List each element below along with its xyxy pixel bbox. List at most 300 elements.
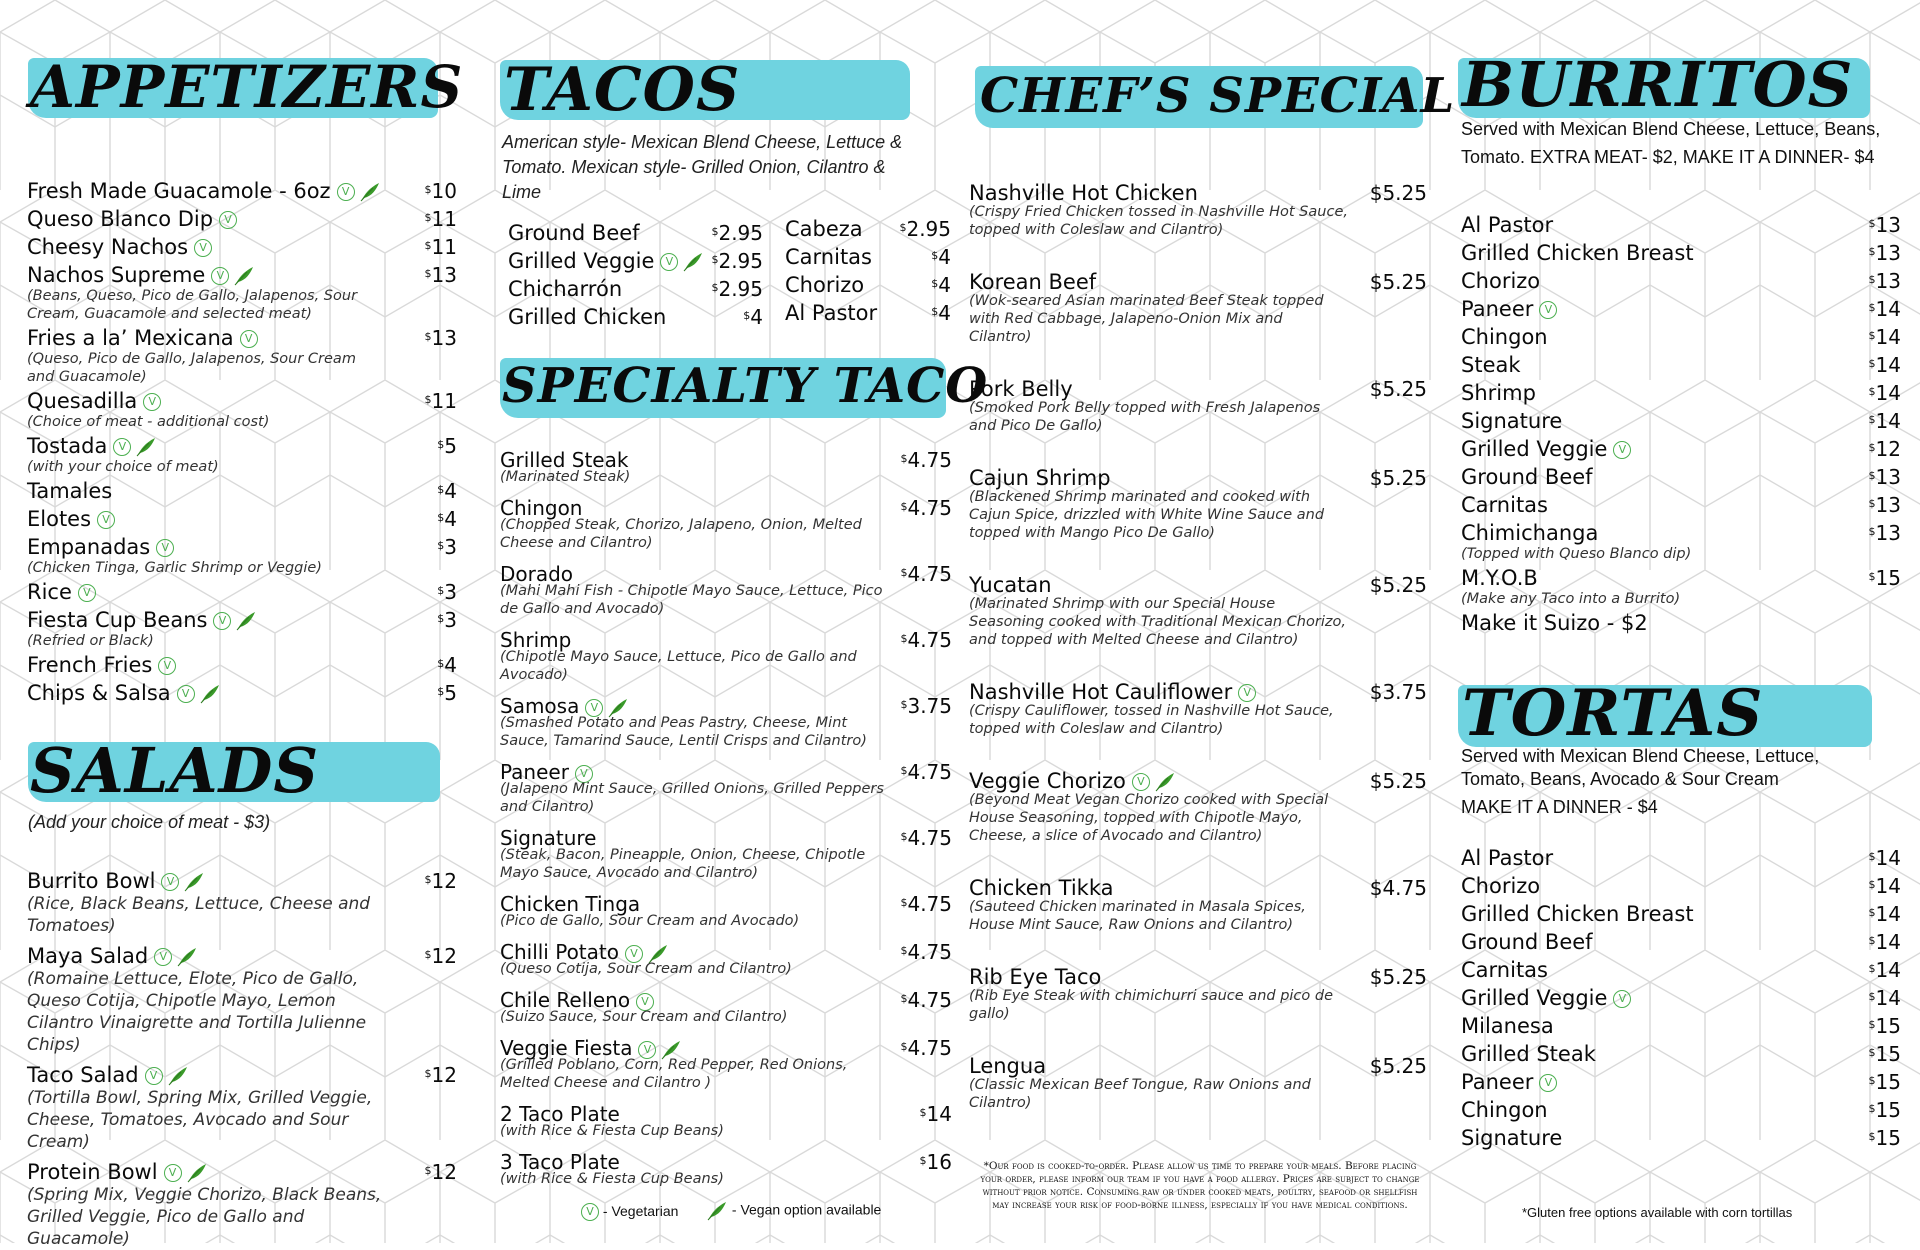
menu-item-name (27, 680, 221, 706)
menu-item-price (1869, 408, 1901, 434)
dollar-sign: $ (437, 483, 445, 496)
vegetarian-icon: V (154, 948, 172, 966)
menu-item-price-value: 13 (1875, 493, 1901, 517)
menu-item-price-value: 11 (431, 389, 457, 413)
dollar-sign: $ (1868, 357, 1876, 370)
menu-item-price (900, 1035, 952, 1061)
vegetarian-icon: V (1238, 684, 1256, 702)
menu-item-description: (Pico de Gallo, Sour Cream and Avocado) (500, 913, 800, 929)
menu-item-name (27, 178, 381, 204)
menu-item-price-value: 10 (431, 179, 457, 203)
menu-item-price-value: 14 (1875, 874, 1901, 898)
menu-item-price-value: 15 (1875, 1014, 1901, 1038)
menu-item-price (1869, 1097, 1901, 1123)
menu-item-name-text: Steak (1461, 353, 1521, 377)
menu-item-name-text: 3 Taco Plate (500, 1150, 620, 1174)
dollar-sign: $ (900, 944, 908, 957)
menu-item-name-text: Ground Beef (508, 221, 640, 245)
menu-item-name (27, 1062, 189, 1088)
menu-item-name-text: M.Y.O.B (1461, 566, 1538, 590)
menu-item-name-text: Taco Salad (27, 1063, 139, 1087)
menu-item-name (1461, 352, 1521, 378)
menu-item-price (1869, 436, 1901, 462)
menu-item-price (1869, 1041, 1901, 1067)
menu-item-name-text: Carnitas (785, 245, 872, 269)
menu-item-price (1869, 352, 1901, 378)
menu-item-price-value: 14 (1875, 297, 1901, 321)
menu-item-price (1869, 957, 1901, 983)
menu-item-price (711, 248, 763, 274)
menu-item-price-value: 12 (431, 1063, 457, 1087)
menu-item-price (1869, 929, 1901, 955)
disclaimer: *Our food is cooked-to-order. Please allow us time to prepare your meals. Before placing your order, please inform our team if you have a food allergy. Prices are subject to change without prior notice. Consuming raw or under cooked meats, poultry, seafood or shellfish may increase your risk of food-borne illness, especially if you have medical conditions. (980, 1160, 1420, 1211)
dollar-sign: $ (743, 309, 751, 322)
vegetarian-icon: V (1613, 441, 1631, 459)
menu-item-price-value: 3 (444, 580, 457, 604)
menu-item-name (27, 506, 115, 532)
menu-item-name (1461, 520, 1598, 546)
menu-item-price-value: 14 (1875, 846, 1901, 870)
menu-item-price-value: 4.75 (907, 562, 952, 586)
vegetarian-icon: V (78, 584, 96, 602)
vegetarian-icon: V (161, 873, 179, 891)
dollar-sign: $ (1868, 301, 1876, 314)
dollar-sign: $ (1868, 217, 1876, 230)
menu-item-name-text: Elotes (27, 507, 92, 531)
menu-item-price (931, 244, 951, 270)
vegetarian-icon: V (638, 1041, 656, 1059)
menu-item-price (899, 216, 951, 242)
menu-item-name (1461, 492, 1548, 518)
menu-item-price (900, 693, 952, 719)
dollar-sign: $ (900, 566, 908, 579)
legend-vegetarian-label: - Vegetarian (602, 1203, 679, 1219)
menu-item-name-text: Signature (500, 826, 597, 850)
dollar-sign: $ (437, 584, 445, 597)
vegetarian-icon: V (177, 685, 195, 703)
menu-item-name (1461, 985, 1631, 1011)
menu-item-price-value: 5 (444, 681, 457, 705)
dollar-sign: $ (1868, 441, 1876, 454)
menu-item-description: (Suizo Sauce, Sour Cream and Cilantro) (500, 1009, 788, 1025)
menu-item-price-value: 4.75 (907, 1036, 952, 1060)
menu-item-name-text: Fiesta Cup Beans (27, 608, 208, 632)
menu-item-price (1869, 492, 1901, 518)
menu-item-name-text: Korean Beef (969, 270, 1097, 294)
menu-item-price-value: $5.25 (1369, 181, 1427, 205)
dollar-sign: $ (919, 1154, 927, 1167)
menu-item-price (920, 1149, 952, 1175)
menu-item-price-value: 15 (1875, 1042, 1901, 1066)
menu-item-price (900, 561, 952, 587)
menu-item-name-text: Cajun Shrimp (969, 466, 1111, 490)
menu-item-name (508, 276, 622, 302)
menu-item-name (785, 272, 864, 298)
vegetarian-icon: V (97, 511, 115, 529)
menu-item-name-text: Rib Eye Taco (969, 965, 1102, 989)
menu-item-price-value: 14 (1875, 930, 1901, 954)
menu-item-price (1869, 268, 1901, 294)
menu-item-price (1869, 873, 1901, 899)
menu-item-description: (Smashed Potato and Peas Pastry, Cheese, Mint Sauce, Tamarind Sauce, Lentil Crisps and Cilantro) (500, 715, 867, 749)
menu-item-price (425, 262, 457, 288)
vegan-leaf-icon (235, 611, 257, 631)
vegan-leaf-icon (176, 947, 198, 967)
menu-item-price-value: 2.95 (718, 249, 763, 273)
dollar-sign: $ (424, 393, 432, 406)
chefs-title: CHEF’S SPECIAL (980, 68, 1456, 124)
menu-item-description: (with your choice of meat) (27, 459, 219, 475)
dollar-sign: $ (1868, 329, 1876, 342)
menu-item-name (27, 579, 96, 605)
menu-item-name-text: Signature (1461, 1126, 1563, 1150)
menu-item-price (425, 1159, 457, 1185)
menu-item-price (1869, 240, 1901, 266)
menu-item-name-text: Samosa (500, 694, 580, 718)
menu-item-name-text: Al Pastor (785, 301, 878, 325)
menu-item-price-value: 13 (1875, 241, 1901, 265)
menu-item-description: (Tortilla Bowl, Spring Mix, Grilled Veggie, Cheese, Tomatoes, Avocado and Sour Cream) (27, 1088, 373, 1152)
legend-vegan (702, 1201, 881, 1221)
dollar-sign: $ (424, 211, 432, 224)
menu-item-price-value: 15 (1875, 1098, 1901, 1122)
menu-item-name (785, 300, 877, 326)
vegetarian-icon: V (581, 1203, 599, 1221)
menu-item-price (900, 987, 952, 1013)
menu-item-name (1461, 1069, 1557, 1095)
menu-item-name (27, 534, 174, 560)
menu-item-price (1869, 296, 1901, 322)
dollar-sign: $ (711, 225, 719, 238)
menu-item-price-value: 3 (444, 608, 457, 632)
menu-item-price-value: 13 (1875, 521, 1901, 545)
menu-item-price-value: 3.75 (907, 694, 952, 718)
menu-item-price-value: $5.25 (1369, 1054, 1427, 1078)
menu-item-price-value: 5 (444, 434, 457, 458)
menu-item-price-value: $5.25 (1369, 466, 1427, 490)
dollar-sign: $ (1868, 906, 1876, 919)
menu-item-price (1869, 845, 1901, 871)
menu-item-price (437, 607, 457, 633)
menu-item-description: (Chicken Tinga, Garlic Shrimp or Veggie) (27, 560, 322, 576)
dollar-sign: $ (424, 1164, 432, 1177)
menu-item-name-text: Nashville Hot Cauliflower (969, 680, 1233, 704)
dollar-sign: $ (711, 253, 719, 266)
menu-item-description: (Queso, Pico de Gallo, Jalapenos, Sour Cream and Guacamole) (27, 351, 356, 385)
menu-item-name-text: Grilled Chicken Breast (1461, 902, 1694, 926)
menu-item-price (1869, 520, 1901, 546)
dollar-sign: $ (1868, 850, 1876, 863)
dollar-sign: $ (1868, 1018, 1876, 1031)
menu-item-price-value: 14 (1875, 902, 1901, 926)
menu-item-name (1461, 240, 1694, 266)
menu-item-name-text: Chicken Tikka (969, 876, 1114, 900)
menu-item-price-value: $3.75 (1369, 680, 1427, 704)
menu-item-name-text: 2 Taco Plate (500, 1102, 620, 1126)
menu-item-price (1370, 964, 1427, 990)
menu-item-description: (Beyond Meat Vegan Chorizo cooked with Special House Seasoning, topped with Chipotle Mayo, Cheese, a slice of Avocado and Cilantro) (969, 792, 1329, 844)
menu-item-name (27, 325, 258, 351)
vegan-leaf-icon (167, 1066, 189, 1086)
legend-vegan-label: - Vegan option available (731, 1201, 882, 1218)
menu-item-name (27, 478, 112, 504)
menu-item-name (27, 868, 205, 894)
dollar-sign: $ (931, 277, 939, 290)
menu-item-name-text: Milanesa (1461, 1014, 1554, 1038)
dollar-sign: $ (1868, 570, 1876, 583)
menu-item-price (1370, 875, 1427, 901)
menu-item-price (1370, 768, 1427, 794)
menu-item-name-text: Make it Suizo - $2 (1461, 611, 1648, 635)
menu-item-description: (Make any Taco into a Burrito) (1461, 591, 1681, 607)
menu-item-price (1370, 376, 1427, 402)
menu-item-name-text: Chingon (1461, 1098, 1548, 1122)
dollar-sign: $ (1868, 413, 1876, 426)
menu-item-price (1869, 380, 1901, 406)
vegetarian-icon: V (585, 699, 603, 717)
menu-item-price (425, 388, 457, 414)
menu-item-price (425, 206, 457, 232)
vegetarian-icon: V (158, 657, 176, 675)
dollar-sign: $ (1868, 497, 1876, 510)
menu-item-price-value: 4.75 (907, 628, 952, 652)
menu-item-name (27, 234, 212, 260)
menu-item-name-text: Veggie Chorizo (969, 769, 1126, 793)
vegetarian-icon: V (1539, 1074, 1557, 1092)
menu-item-description: (Crispy Fried Chicken tossed in Nashville Hot Sauce, topped with Coleslaw and Cilantro) (969, 204, 1348, 238)
menu-item-name-text: Paneer (1461, 297, 1534, 321)
vegetarian-icon: V (1539, 301, 1557, 319)
menu-item-description: (Refried or Black) (27, 633, 154, 649)
menu-item-description: (Steak, Bacon, Pineapple, Onion, Cheese, Chipotle Mayo Sauce, Avocado and Cilantro) (500, 847, 866, 881)
vegetarian-icon: V (113, 438, 131, 456)
menu-item-price (1370, 572, 1427, 598)
menu-item-description: (Beans, Queso, Pico de Gallo, Jalapenos, Sour Cream, Guacamole and selected meat) (27, 288, 358, 322)
menu-item-price-value: $5.25 (1369, 769, 1427, 793)
menu-item-name (508, 220, 640, 246)
menu-item-price-value: 15 (1875, 1070, 1901, 1094)
tortas-description-3: MAKE IT A DINNER - $4 (1461, 797, 1658, 817)
dollar-sign: $ (900, 632, 908, 645)
menu-item-name-text: Cheesy Nachos (27, 235, 189, 259)
menu-item-price-value: 4.75 (907, 496, 952, 520)
menu-item-price-value: 13 (1875, 465, 1901, 489)
menu-item-name-text: Fries a la’ Mexicana (27, 326, 234, 350)
menu-item-name (1461, 845, 1553, 871)
menu-item-name-text: Tamales (27, 479, 113, 503)
menu-item-name-text: Nashville Hot Chicken (969, 181, 1198, 205)
dollar-sign: $ (931, 249, 939, 262)
menu-item-price-value: 12 (431, 1160, 457, 1184)
dollar-sign: $ (1868, 385, 1876, 398)
menu-item-description: (Smoked Pork Belly topped with Fresh Jalapenos and Pico De Gallo) (969, 400, 1321, 434)
menu-item-price-value: 4.75 (907, 826, 952, 850)
menu-item-name-text: Paneer (1461, 1070, 1534, 1094)
menu-item-name-text: Grilled Veggie (1461, 437, 1608, 461)
menu-item-name (27, 652, 176, 678)
dollar-sign: $ (437, 511, 445, 524)
menu-item-name-text: Al Pastor (1461, 213, 1554, 237)
dollar-sign: $ (900, 992, 908, 1005)
menu-item-name (27, 607, 257, 633)
menu-item-price-value: 14 (1875, 381, 1901, 405)
menu-item-price-value: 4 (750, 305, 763, 329)
menu-item-name (27, 943, 198, 969)
menu-item-price (437, 652, 457, 678)
menu-item-price-value: 14 (1875, 325, 1901, 349)
menu-item-price (425, 178, 457, 204)
menu-item-price-value: 4 (938, 301, 951, 325)
dollar-sign: $ (424, 267, 432, 280)
menu-item-description: (Jalapeno Mint Sauce, Grilled Onions, Grilled Peppers and Cilantro) (500, 781, 884, 815)
vegan-leaf-icon (233, 266, 255, 286)
menu-item-price (900, 627, 952, 653)
menu-item-price-value: 4 (938, 273, 951, 297)
vegan-leaf-icon (183, 872, 205, 892)
dollar-sign: $ (424, 1067, 432, 1080)
menu-item-description: (Rice, Black Beans, Lettuce, Cheese and Tomatoes) (27, 894, 371, 936)
menu-item-name-text: Shrimp (500, 628, 572, 652)
vegan-leaf-icon (359, 182, 381, 202)
menu-item-name-text: Al Pastor (1461, 846, 1554, 870)
dollar-sign: $ (1868, 1102, 1876, 1115)
menu-item-description: (Mahi Mahi Fish - Chipotle Mayo Sauce, Lettuce, Pico de Gallo and Avocado) (500, 583, 883, 617)
menu-item-price (1869, 1013, 1901, 1039)
menu-item-price-value: 4 (444, 507, 457, 531)
menu-item-name-text: Chorizo (785, 273, 865, 297)
menu-item-price (900, 495, 952, 521)
menu-item-name-text: Queso Blanco Dip (27, 207, 214, 231)
menu-item-price (920, 1101, 952, 1127)
tortas-description-1: Served with Mexican Blend Cheese, Lettuce, (1461, 746, 1820, 766)
menu-item-price (1869, 1069, 1901, 1095)
vegetarian-icon: V (337, 183, 355, 201)
tortas-description-2: Tomato, Beans, Avocado & Sour Cream (1461, 769, 1779, 789)
dollar-sign: $ (424, 330, 432, 343)
dollar-sign: $ (900, 452, 908, 465)
menu-item-price (711, 220, 763, 246)
dollar-sign: $ (437, 438, 445, 451)
menu-item-price-value: 15 (1875, 1126, 1901, 1150)
menu-item-name (1461, 268, 1540, 294)
menu-item-description: (Topped with Queso Blanco dip) (1461, 546, 1692, 562)
dollar-sign: $ (1868, 273, 1876, 286)
menu-item-price (1869, 985, 1901, 1011)
menu-item-name (1461, 296, 1557, 322)
dollar-sign: $ (899, 221, 907, 234)
vegan-leaf-icon (199, 684, 221, 704)
menu-item-price (900, 891, 952, 917)
vegetarian-icon: V (240, 330, 258, 348)
dollar-sign: $ (900, 764, 908, 777)
menu-item-description: (Wok-seared Asian marinated Beef Steak topped with Red Cabbage, Jalapeno-Onion Mix and Cilantro) (969, 293, 1324, 345)
menu-item-price-value: $5.25 (1369, 377, 1427, 401)
menu-item-price (437, 579, 457, 605)
menu-item-price-value: 4 (938, 245, 951, 269)
dollar-sign: $ (424, 873, 432, 886)
menu-item-price (1370, 180, 1427, 206)
menu-item-name-text: Chicharrón (508, 277, 623, 301)
menu-item-price-value: 4 (444, 479, 457, 503)
dollar-sign: $ (900, 1040, 908, 1053)
menu-item-price (900, 759, 952, 785)
menu-item-name-text: Dorado (500, 562, 574, 586)
menu-item-price-value: 12 (1875, 437, 1901, 461)
vegetarian-icon: V (625, 945, 643, 963)
menu-item-price (1370, 465, 1427, 491)
menu-item-name (1461, 1041, 1596, 1067)
salads-title: SALADS (30, 734, 320, 807)
vegetarian-icon: V (636, 993, 654, 1011)
dollar-sign: $ (424, 183, 432, 196)
menu-item-price-value: 4.75 (907, 940, 952, 964)
menu-item-price (1869, 324, 1901, 350)
menu-item-name-text: Lengua (969, 1054, 1047, 1078)
menu-item-price-value: 2.95 (906, 217, 951, 241)
menu-item-price (900, 447, 952, 473)
menu-item-price-value: 13 (431, 326, 457, 350)
menu-item-name-text: French Fries (27, 653, 153, 677)
menu-item-name-text: Ground Beef (1461, 465, 1593, 489)
menu-item-price-value: 13 (1875, 269, 1901, 293)
dollar-sign: $ (1868, 990, 1876, 1003)
menu-item-price (437, 478, 457, 504)
vegetarian-icon: V (660, 253, 678, 271)
menu-item-price (437, 506, 457, 532)
menu-item-name (1461, 901, 1694, 927)
menu-item-price-value: 3 (444, 535, 457, 559)
vegan-leaf-icon (682, 252, 704, 272)
menu-item-name-text: Chingon (1461, 325, 1548, 349)
dollar-sign: $ (900, 698, 908, 711)
menu-item-description: (Chipotle Mayo Sauce, Lettuce, Pico de Gallo and Avocado) (500, 649, 857, 683)
menu-item-price (931, 300, 951, 326)
menu-item-name (1461, 408, 1562, 434)
menu-item-description: (Romaine Lettuce, Elote, Pico de Gallo, Queso Cotija, Chipotle Mayo, Lemon Cilantro Vinaigrette and Tortilla Julienne Chips) (27, 969, 367, 1055)
menu-item-name-text: Chorizo (1461, 874, 1541, 898)
menu-item-name-text: Yucatan (969, 573, 1052, 597)
menu-item-name-text: Grilled Chicken (508, 305, 667, 329)
menu-item-price-value: 14 (1875, 958, 1901, 982)
menu-item-name-text: Cabeza (785, 217, 863, 241)
menu-item-name-text: Burrito Bowl (27, 869, 156, 893)
menu-item-price (1869, 565, 1901, 591)
dollar-sign: $ (424, 948, 432, 961)
menu-item-name (1461, 565, 1538, 591)
menu-item-name (1461, 212, 1553, 238)
menu-item-price-value: 13 (431, 263, 457, 287)
menu-item-price-value: 2.95 (718, 277, 763, 301)
menu-item-name (1461, 873, 1540, 899)
menu-item-price-value: 4.75 (907, 988, 952, 1012)
menu-item-name-text: Signature (1461, 409, 1563, 433)
menu-item-price-value: 11 (431, 235, 457, 259)
menu-item-name-text: Maya Salad (27, 944, 149, 968)
menu-item-description: (Rib Eye Steak with chimichurri sauce and pico de gallo) (969, 988, 1334, 1022)
burritos-title: BURRITOS (1462, 48, 1854, 121)
menu-item-name-text: Grilled Steak (500, 448, 629, 472)
menu-item-price (931, 272, 951, 298)
menu-item-name-text: Paneer (500, 760, 569, 784)
vegan-leaf-icon (706, 1201, 728, 1221)
menu-item-name-text: Tostada (27, 434, 108, 458)
menu-item-description: (Spring Mix, Veggie Chorizo, Black Beans, Grilled Veggie, Pico de Gallo and Guacamole) (27, 1185, 382, 1249)
dollar-sign: $ (931, 305, 939, 318)
menu-item-price (1869, 212, 1901, 238)
menu-item-name-text: Chimichanga (1461, 521, 1599, 545)
menu-item-name-text: Grilled Veggie (508, 249, 655, 273)
menu-item-name-text: Grilled Chicken Breast (1461, 241, 1694, 265)
